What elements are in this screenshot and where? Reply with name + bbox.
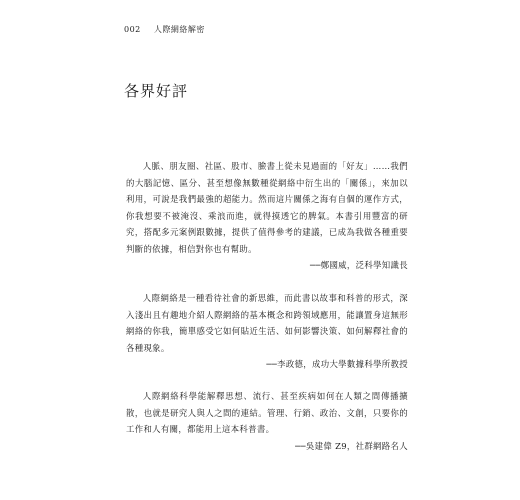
endorsement-text: 人際網絡科學能解釋思想、流行、甚至疾病如何在人類之間傳播擴散，也就是研究人與人之間的連結。管理、行銷、政治、文創，只要你的工作和人有關，都能用上這本科普書。: [126, 391, 408, 434]
endorsement-text: 人脈、朋友圈、社區、股市、臉書上從未見過面的「好友」……我們的大腦記憶、區分、甚至想像無數種從網絡中衍生出的「關係」，來加以利用，可說是我們最強的超能力。然而這片關係之海有自個的運作方式，你我想要不被淹沒、乘浪而進，就得摸透它的脾氣。本書引用豐富的研究，搭配多元案例跟數據，提供了值得參考的建議，已成為我做各種重要判斷的依據，相信對你也有幫助。: [126, 161, 408, 254]
running-header: [124, 24, 205, 35]
book-title: 人際網絡解密: [153, 25, 205, 34]
endorsement-attribution: ──吳建偉 Z9，社群網路名人: [295, 440, 408, 451]
endorsement-attribution: ──鄭國威，泛科學知識長: [309, 260, 408, 270]
endorsement-attribution: ──李政德，成功大學數據科學所教授: [266, 359, 408, 369]
endorsement-blurb: [126, 290, 408, 373]
endorsement-text: 人際網絡是一種看待社會的新思維，而此書以故事和科普的形式，深入淺出且有趣地介紹人際網絡的基本概念和跨領域應用，能讓置身這無形網絡的你我，簡單感受它如何貼近生活、如何影響決策、如何解釋社會的各種現象。: [126, 293, 408, 353]
section-title: 各界好評: [124, 82, 189, 100]
page-number: 002: [124, 25, 141, 34]
endorsement-blurb: [126, 388, 408, 454]
endorsement-blurb: [126, 158, 408, 274]
